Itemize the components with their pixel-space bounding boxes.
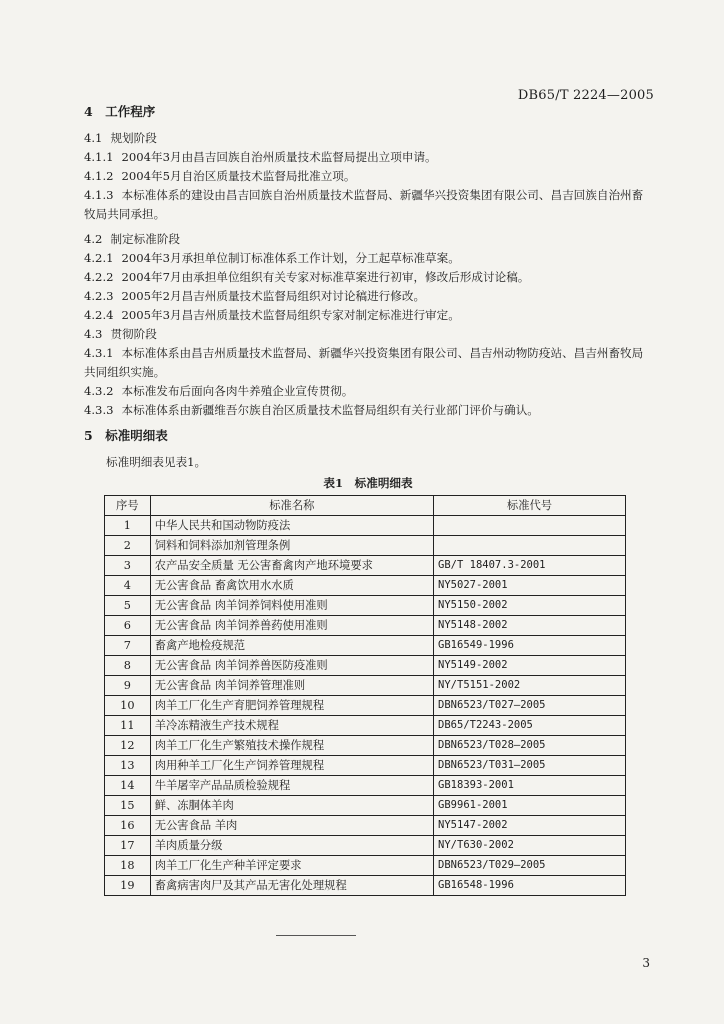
subsection-title: 制定标准阶段 [110,232,181,246]
clause-text: 2005年2月昌吉州质量技术监督局组织对讨论稿进行修改。 [121,289,426,303]
standard-name-cell: 肉羊工厂化生产繁殖技术操作规程 [150,736,433,756]
standard-code-cell: DBN6523/T027—2005 [434,696,626,716]
clause-number: 4.2.1 [84,251,114,265]
row-number-cell: 7 [105,636,151,656]
section-5-title: 5 标准明细表 [84,428,168,443]
table-intro-text: 标准明细表见表1。 [106,455,207,469]
table-caption: 表1 标准明细表 [323,476,413,490]
clause-number: 4.2.3 [84,289,114,303]
standard-name-cell: 无公害食品 羊肉 [150,816,433,836]
standard-code-cell: GB9961-2001 [434,796,626,816]
standard-code-cell: GB16548-1996 [434,876,626,896]
document-code: DB65/T 2224—2005 [517,88,654,103]
row-number-cell: 10 [105,696,151,716]
clause-4-1-2 [84,167,652,186]
table-row [105,736,626,756]
clause-4-2-1 [84,249,652,268]
clause-4-2-3 [84,287,652,306]
row-number-cell: 19 [105,876,151,896]
table-row [105,696,626,716]
column-header-name: 标准名称 [150,496,433,516]
standard-name-cell: 畜禽病害肉尸及其产品无害化处理规程 [150,876,433,896]
row-number-cell: 14 [105,776,151,796]
row-number-cell: 9 [105,676,151,696]
standard-code-cell: DBN6523/T029—2005 [434,856,626,876]
row-number-cell: 15 [105,796,151,816]
standard-code-cell: NY/T630-2002 [434,836,626,856]
standard-name-cell: 畜禽产地检疫规范 [150,636,433,656]
clause-4-1-1 [84,148,652,167]
standard-code-cell: DBN6523/T028—2005 [434,736,626,756]
clause-4-2-4 [84,306,652,325]
column-header-number: 序号 [105,496,151,516]
standard-name-cell: 饲料和饲料添加剂管理条例 [150,536,433,556]
table-row [105,816,626,836]
subsection-4-2-heading [84,230,652,249]
table-row [105,756,626,776]
section-4-title: 4 工作程序 [84,104,156,119]
subsection-number: 4.1 [84,131,103,145]
table-row [105,716,626,736]
clause-number: 4.1.1 [84,150,114,164]
row-number-cell: 2 [105,536,151,556]
table-row [105,536,626,556]
clause-text: 2004年7月由承担单位组织有关专家对标准草案进行初审，修改后形成讨论稿。 [121,270,530,284]
subsection-4-1-heading [84,129,652,148]
row-number-cell: 16 [105,816,151,836]
row-number-cell: 13 [105,756,151,776]
standard-name-cell: 无公害食品 畜禽饮用水水质 [150,576,433,596]
page-number: 3 [642,956,650,970]
standard-code-cell [434,536,626,556]
clause-number: 4.1.3 [84,188,114,202]
standard-code-cell: GB18393-2001 [434,776,626,796]
row-number-cell: 12 [105,736,151,756]
clause-text: 2004年3月承担单位制订标准体系工作计划，分工起草标准草案。 [121,251,460,265]
row-number-cell: 18 [105,856,151,876]
standard-name-cell: 无公害食品 肉羊饲养兽药使用准则 [150,616,433,636]
table-row [105,676,626,696]
standard-name-cell: 羊肉质量分级 [150,836,433,856]
table-row [105,836,626,856]
standard-name-cell: 农产品安全质量 无公害畜禽肉产地环境要求 [150,556,433,576]
table-row [105,576,626,596]
standard-name-cell: 牛羊屠宰产品品质检验规程 [150,776,433,796]
row-number-cell: 17 [105,836,151,856]
standard-code-cell: NY5149-2002 [434,656,626,676]
clause-number: 4.1.2 [84,169,114,183]
standard-name-cell: 肉羊工厂化生产种羊评定要求 [150,856,433,876]
standard-name-cell: 肉用种羊工厂化生产饲养管理规程 [150,756,433,776]
clause-text: 本标准体系由新疆维吾尔族自治区质量技术监督局组织有关行业部门评价与确认。 [121,403,539,417]
row-number-cell: 5 [105,596,151,616]
standard-code-cell: NY5150-2002 [434,596,626,616]
standard-code-cell: NY5027-2001 [434,576,626,596]
table-body [105,516,626,896]
standard-code-cell: NY/T5151-2002 [434,676,626,696]
table-row [105,656,626,676]
row-number-cell: 11 [105,716,151,736]
footer-divider [276,935,356,936]
clause-number: 4.2.4 [84,308,114,322]
table-row [105,856,626,876]
table-row [105,776,626,796]
standard-name-cell: 无公害食品 肉羊饲养管理准则 [150,676,433,696]
subsection-title: 贯彻阶段 [110,327,157,341]
subsection-4-3-heading [84,325,652,344]
clause-number: 4.3.1 [84,346,114,360]
page-content [84,100,652,896]
table-row [105,596,626,616]
standard-name-cell: 鲜、冻胴体羊肉 [150,796,433,816]
clause-text: 本标准体系由昌吉州质量技术监督局、新疆华兴投资集团有限公司、昌吉州动物防疫站、昌吉州畜牧局共同组织实施。 [84,346,644,379]
clause-number: 4.3.3 [84,403,114,417]
clause-text: 2004年3月由昌吉回族自治州质量技术监督局提出立项申请。 [121,150,437,164]
standard-name-cell: 肉羊工厂化生产育肥饲养管理规程 [150,696,433,716]
table-header-row [105,496,626,516]
clause-number: 4.3.2 [84,384,114,398]
table-row [105,556,626,576]
column-header-code: 标准代号 [434,496,626,516]
row-number-cell: 6 [105,616,151,636]
clause-text: 本标准体系的建设由昌吉回族自治州质量技术监督局、新疆华兴投资集团有限公司、昌吉回族自治州畜牧局共同承担。 [84,188,644,221]
clause-4-2-2 [84,268,652,287]
clause-4-3-2 [84,382,652,401]
standard-name-cell: 无公害食品 肉羊饲养饲料使用准则 [150,596,433,616]
standards-table [104,495,626,896]
standard-code-cell: DB65/T2243-2005 [434,716,626,736]
row-number-cell: 4 [105,576,151,596]
standard-code-cell: NY5147-2002 [434,816,626,836]
clause-4-1-3 [84,186,652,224]
clause-text: 本标准发布后面向各肉牛养殖企业宣传贯彻。 [121,384,354,398]
clause-4-3-3 [84,401,652,420]
clause-4-3-1 [84,344,652,382]
table-row [105,876,626,896]
subsection-number: 4.3 [84,327,103,341]
standard-name-cell: 中华人民共和国动物防疫法 [150,516,433,536]
table-row [105,636,626,656]
table-row [105,796,626,816]
standard-code-cell: DBN6523/T031—2005 [434,756,626,776]
standard-name-cell: 羊冷冻精液生产技术规程 [150,716,433,736]
standard-code-cell [434,516,626,536]
clause-text: 2004年5月自治区质量技术监督局批准立项。 [121,169,356,183]
standard-code-cell: GB/T 18407.3-2001 [434,556,626,576]
standard-code-cell: NY5148-2002 [434,616,626,636]
subsection-number: 4.2 [84,232,103,246]
standard-code-cell: GB16549-1996 [434,636,626,656]
clause-number: 4.2.2 [84,270,114,284]
subsection-title: 规划阶段 [110,131,157,145]
standard-name-cell: 无公害食品 肉羊饲养兽医防疫准则 [150,656,433,676]
clause-text: 2005年3月昌吉州质量技术监督局组织专家对制定标准进行审定。 [121,308,460,322]
table-row [105,516,626,536]
row-number-cell: 1 [105,516,151,536]
row-number-cell: 3 [105,556,151,576]
row-number-cell: 8 [105,656,151,676]
table-row [105,616,626,636]
